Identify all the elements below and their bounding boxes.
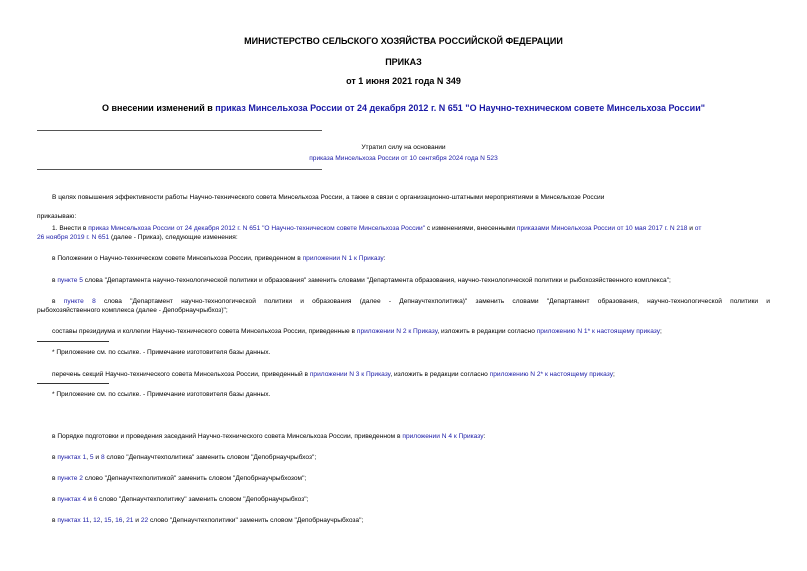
point-6-link[interactable]: 6 xyxy=(93,496,98,503)
text: в xyxy=(52,454,58,461)
paragraph-points-4-6 xyxy=(52,495,308,504)
text: в xyxy=(52,496,58,503)
footnote-1: * Приложение см. по ссылке. - Примечание изготовителя базы данных. xyxy=(52,349,271,356)
paragraph-preamble: В целях повышения эффективности работы Научно-технического совета Минсельхоза России, а также в связи с организационно-штатными мероприятиями в Минсельхозе России xyxy=(52,194,605,201)
points-4-link[interactable]: пунктах 4 xyxy=(57,496,87,503)
paragraph-point-8-cont: рыбохозяйственного комплекса (далее - Депобрнаучрыбхоз)"; xyxy=(37,307,228,314)
point-8-link[interactable]: пункте 8 xyxy=(63,298,96,305)
divider-top xyxy=(37,130,322,131)
text: слова "Департамент научно-технологической политики и образования (далее - Депнаучтехполитика)" заменить словами "Департамент образования, научно-технологической политики и xyxy=(95,298,770,305)
text: и xyxy=(133,517,141,524)
title-prefix: О внесении изменений в xyxy=(101,103,216,113)
paragraph-points-1-5-8 xyxy=(52,453,316,462)
order-2019-link-start[interactable]: от xyxy=(694,225,702,232)
paragraph-point-5 xyxy=(52,276,671,285)
order-2019-link[interactable]: 26 ноября 2019 г. N 651 xyxy=(37,234,110,241)
text: и xyxy=(86,496,94,503)
footnote-rule-1 xyxy=(37,341,109,342)
text: , xyxy=(89,517,94,524)
text: с изменениями, внесенными xyxy=(425,225,517,232)
text: , xyxy=(122,517,127,524)
text: слова "Департамента научно-технологической политики и образования" заменить словами "Департамента образования, научно-технологической политики и рыбохозяйственного комплекса"; xyxy=(82,277,671,284)
footnote-2: * Приложение см. по ссылке. - Примечание изготовителя базы данных. xyxy=(52,391,271,398)
text: в xyxy=(52,298,64,305)
points-1-link[interactable]: пунктах 1 xyxy=(57,454,87,461)
paragraph-order-word: приказываю: xyxy=(37,213,77,220)
text: в xyxy=(52,475,58,482)
text: 1. Внести в xyxy=(52,225,89,232)
text: в Положении о Научно-техническом совете Минсельхоза России, приведенном в xyxy=(52,255,303,262)
orders-218-link[interactable]: приказами Минсельхоза России от 10 мая 2017 г. N 218 xyxy=(516,225,688,232)
paragraph-regulation xyxy=(52,254,386,263)
paragraph-presidium xyxy=(52,327,662,336)
text: в Порядке подготовки и проведения заседаний Научно-технического совета Минсельхоза России, приведенном в xyxy=(52,433,403,440)
point-5-link[interactable]: пункте 5 xyxy=(57,277,83,284)
text: составы президиума и коллегии Научно-технического совета Минсельхоза России, приведенные в xyxy=(52,328,357,335)
paragraph-points-11-22 xyxy=(52,516,363,525)
text: слово "Депнаучтехполитику" заменить словом "Депобрнаучрыбхоз"; xyxy=(97,496,309,503)
repeal-notice: Утратил силу на основании xyxy=(361,144,446,151)
text: , xyxy=(111,517,116,524)
footnote-rule-2 xyxy=(37,383,109,384)
repeal-order-link[interactable]: приказа Минсельхоза России от 10 сентября 2024 года N 523 xyxy=(309,155,498,162)
doc-type-heading: ПРИКАЗ xyxy=(385,57,422,67)
text: : xyxy=(483,433,486,440)
text: (далее - Приказ), следующие изменения: xyxy=(109,234,238,241)
text: : xyxy=(383,255,386,262)
point-12-link[interactable]: 12 xyxy=(93,517,101,524)
point-5-meet-link[interactable]: 5 xyxy=(89,454,94,461)
text: , изложить в редакции согласно xyxy=(437,328,537,335)
paragraph-point-2 xyxy=(52,474,306,483)
points-11-link[interactable]: пунктах 11 xyxy=(57,517,90,524)
text: ; xyxy=(613,371,615,378)
appendix-2-link[interactable]: приложении N 2 к Приказу xyxy=(356,328,438,335)
annex-2-link[interactable]: приложению N 2* к настоящему приказу xyxy=(489,371,613,378)
text: и xyxy=(687,225,695,232)
point-8-meet-link[interactable]: 8 xyxy=(100,454,105,461)
point-2-link[interactable]: пункте 2 xyxy=(57,475,83,482)
divider-bottom xyxy=(37,169,322,170)
text: , xyxy=(86,454,90,461)
paragraph-meetings xyxy=(52,432,485,441)
appendix-4-link[interactable]: приложении N 4 к Приказу xyxy=(402,433,484,440)
appendix-3-link[interactable]: приложении N 3 к Приказу xyxy=(309,371,391,378)
text: перечень секций Научно-технического совета Минсельхоза России, приведенный в xyxy=(52,371,310,378)
appendix-1-link[interactable]: приложении N 1 к Приказу xyxy=(302,255,384,262)
text: и xyxy=(93,454,101,461)
paragraph-sections xyxy=(52,370,615,379)
text: в xyxy=(52,517,58,524)
annex-1-link[interactable]: приложению N 1* к настоящему приказу xyxy=(536,328,661,335)
paragraph-item-1 xyxy=(52,224,701,233)
title-order-link[interactable]: приказ Минсельхоза России от 24 декабря 2012 г. N 651 "О Научно-техническом совете Минсельхоза России" xyxy=(215,103,706,113)
point-21-link[interactable]: 21 xyxy=(126,517,134,524)
date-number-heading: от 1 июня 2021 года N 349 xyxy=(346,76,461,86)
text: в xyxy=(52,277,58,284)
text: , xyxy=(100,517,105,524)
paragraph-point-8 xyxy=(52,297,770,306)
text: слово "Депнаучтехполитики" заменить словом "Депобрнаучрыбхоза"; xyxy=(148,517,364,524)
text: , изложить в редакции согласно xyxy=(390,371,490,378)
text: слово "Депнаучтехполитика" заменить словом "Депобрнаучрыбхоз"; xyxy=(104,454,317,461)
text: слово "Депнаучтехполитикой" заменить словом "Депобрнаучрыбхозом"; xyxy=(82,475,307,482)
ministry-heading: МИНИСТЕРСТВО СЕЛЬСКОГО ХОЗЯЙСТВА РОССИЙСКОЙ ФЕДЕРАЦИИ xyxy=(244,36,563,46)
text: ; xyxy=(660,328,662,335)
point-22-link[interactable]: 22 xyxy=(140,517,149,524)
repeal-notice-link-line xyxy=(0,154,807,163)
point-15-link[interactable]: 15 xyxy=(104,517,112,524)
point-16-link[interactable]: 16 xyxy=(115,517,123,524)
order-651-link[interactable]: приказ Минсельхоза России от 24 декабря 2012 г. N 651 "О Научно-техническом совете Минсельхоза России" xyxy=(88,225,426,232)
paragraph-item-1-cont xyxy=(37,233,238,242)
document-title xyxy=(0,103,807,113)
